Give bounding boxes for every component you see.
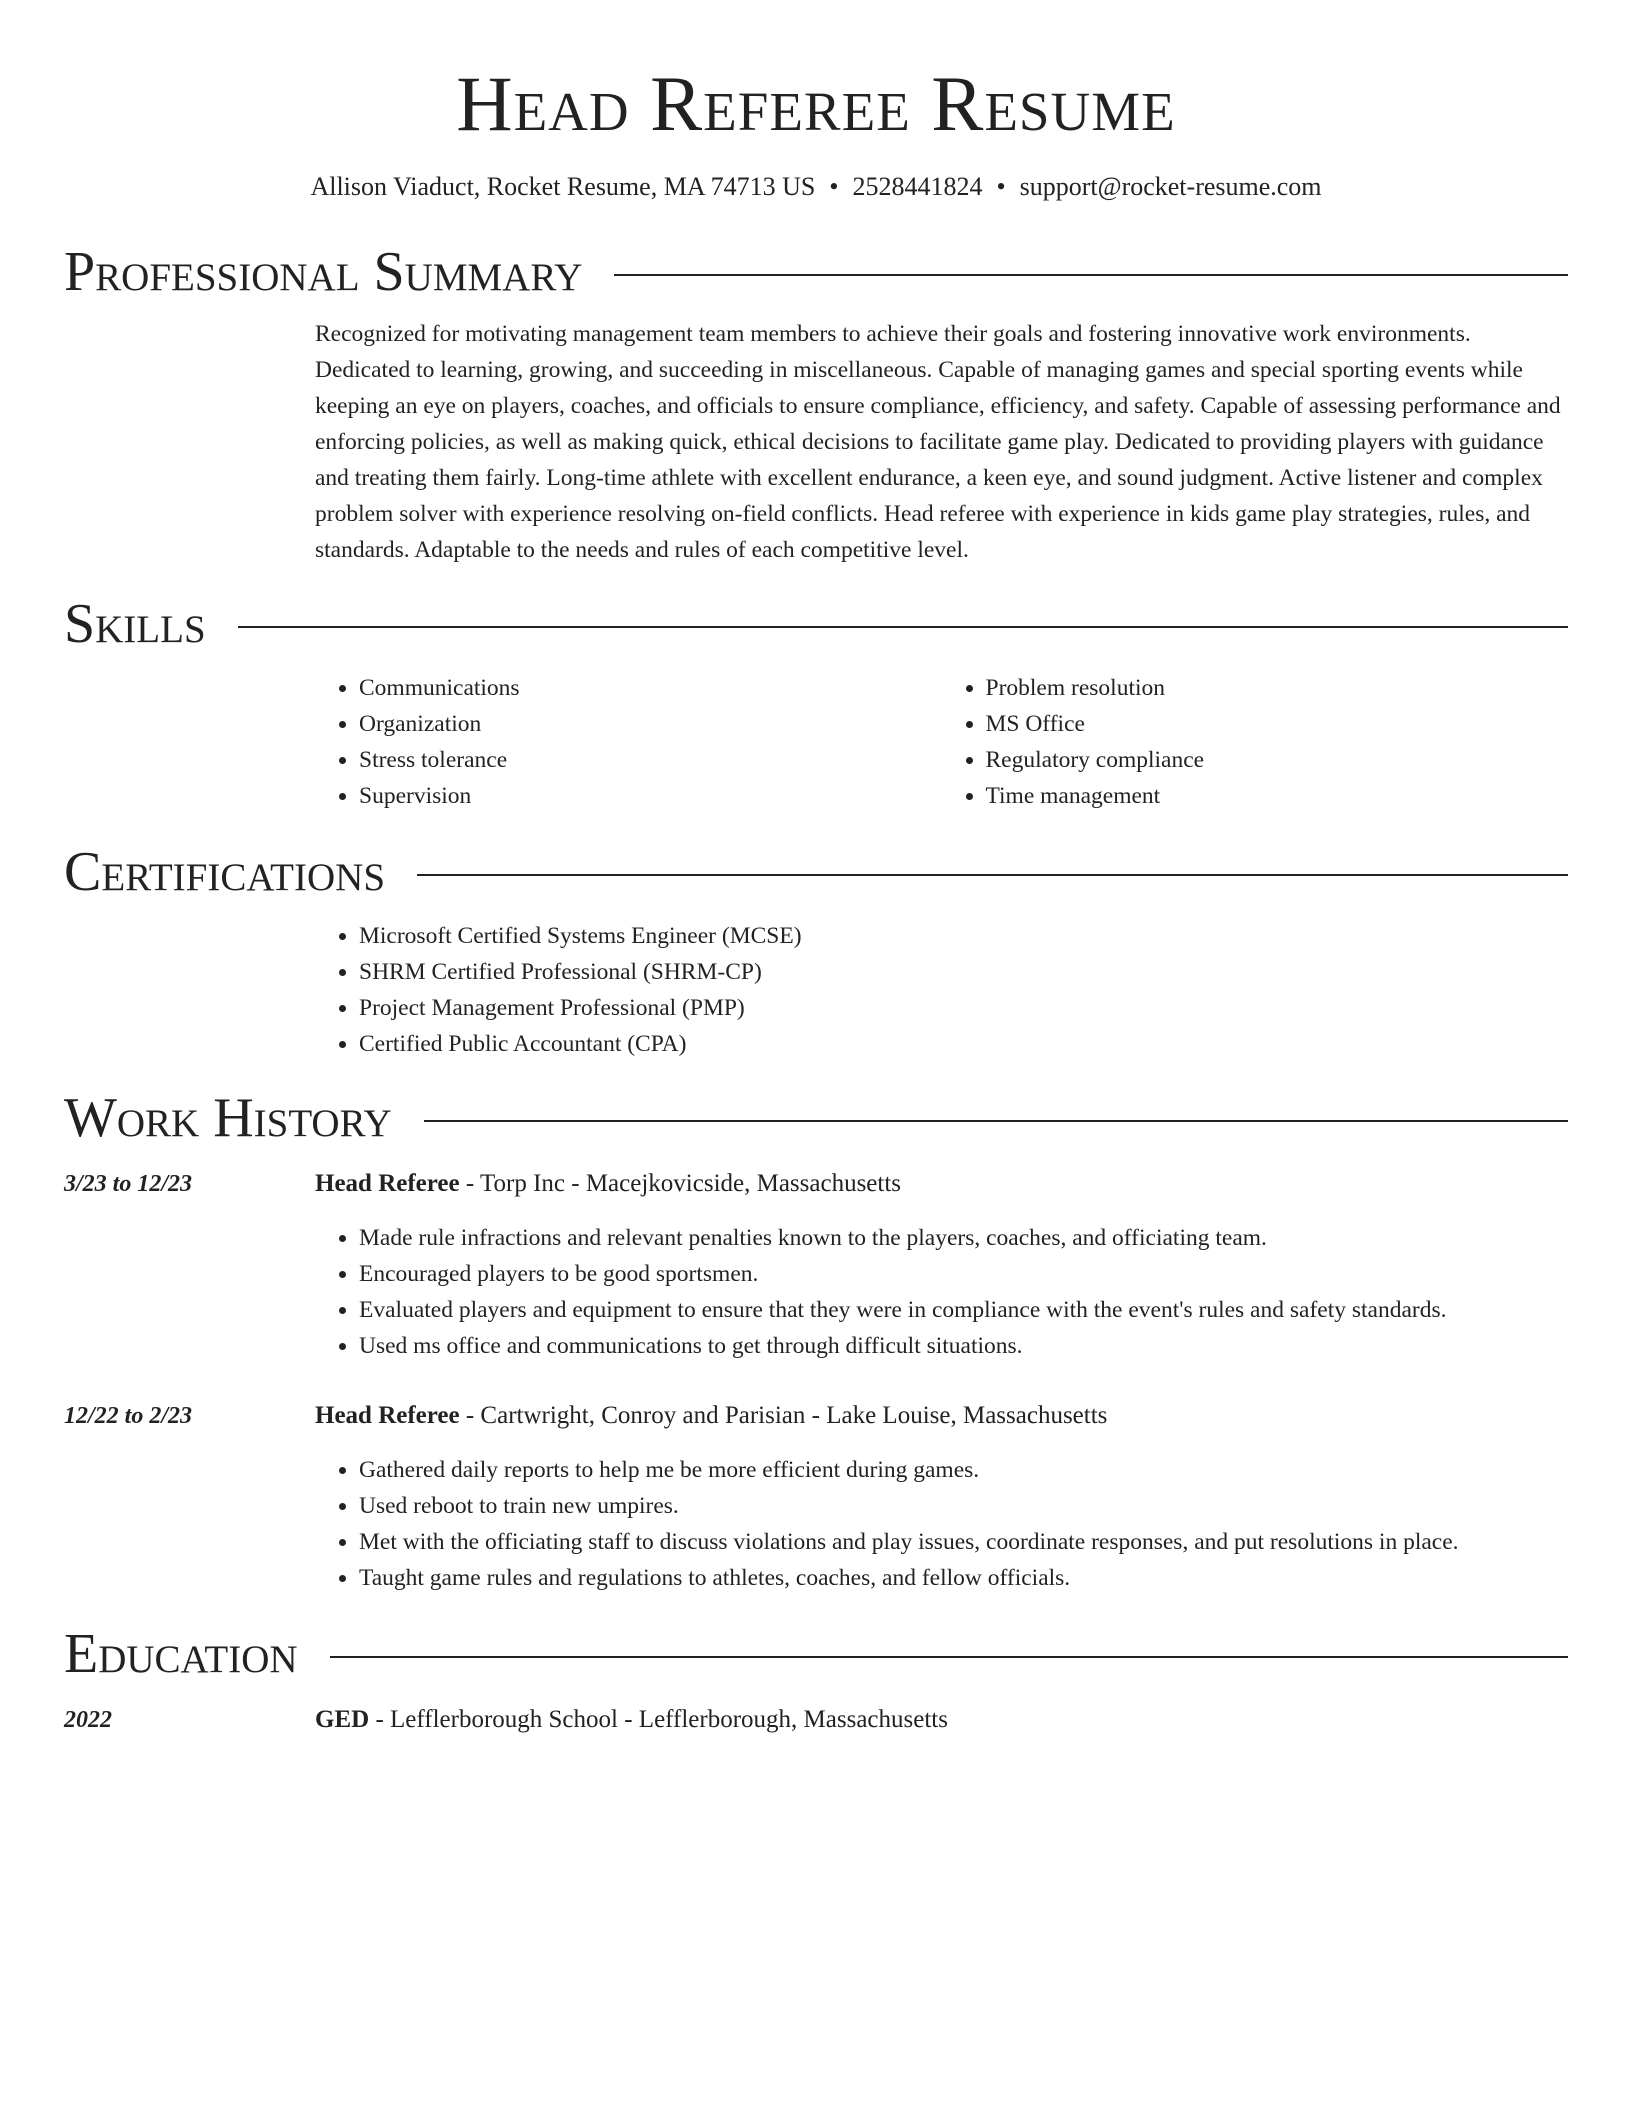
- contact-email: support@rocket-resume.com: [1019, 172, 1322, 201]
- skills-right-column: [942, 670, 1569, 814]
- skills-section: [64, 592, 1568, 814]
- contact-separator: •: [829, 172, 839, 201]
- education-section: [64, 1622, 1568, 1738]
- education-entry: [64, 1702, 1568, 1738]
- summary-heading: Professional Summary: [64, 241, 583, 303]
- skill-item: • Regulatory compliance: [986, 742, 1569, 778]
- job-header: [64, 1166, 1568, 1202]
- job-duties: [315, 1220, 1568, 1364]
- education-year: 2022: [64, 1707, 112, 1733]
- education-details: - Lefflerborough School - Lefflerborough, Massachusetts: [369, 1706, 948, 1733]
- job-details: - Cartwright, Conroy and Parisian - Lake Louise, Massachusetts: [459, 1402, 1108, 1429]
- job-bullet: • Gathered daily reports to help me be more efficient during games.: [359, 1452, 1568, 1488]
- summary-body: [315, 316, 1568, 568]
- job-bullets: [315, 1452, 1568, 1596]
- job-title-line: [315, 1398, 1107, 1434]
- skills-heading: Skills: [64, 593, 206, 655]
- job-role: Head Referee: [315, 1402, 460, 1429]
- certifications-body: [315, 918, 1568, 1062]
- job-bullets: [315, 1220, 1568, 1364]
- job-bullet: • Made rule infractions and relevant penalties known to the players, coaches, and officiating team.: [359, 1220, 1568, 1256]
- job-duties: [315, 1452, 1568, 1596]
- skills-list: [315, 670, 1568, 814]
- summary-header: [64, 240, 1568, 304]
- skill-item: • Organization: [359, 706, 942, 742]
- skill-item: • Problem resolution: [986, 670, 1569, 706]
- education-header: [64, 1622, 1568, 1686]
- section-divider: [417, 874, 1568, 876]
- job-bullet: • Encouraged players to be good sportsmen.: [359, 1256, 1568, 1292]
- job-entry: [64, 1398, 1568, 1596]
- section-divider: [614, 274, 1568, 276]
- job-title-line: [315, 1166, 901, 1202]
- job-bullet: • Used ms office and communications to get through difficult situations.: [359, 1328, 1568, 1364]
- certification-item: • Project Management Professional (PMP): [359, 990, 1568, 1026]
- job-bullet: • Evaluated players and equipment to ensure that they were in compliance with the event's rules and safety standards.: [359, 1292, 1568, 1328]
- job-bullet: • Taught game rules and regulations to athletes, coaches, and fellow officials.: [359, 1560, 1568, 1596]
- contact-phone: 2528441824: [852, 172, 983, 201]
- certifications-heading: Certifications: [64, 841, 386, 903]
- certification-item: • SHRM Certified Professional (SHRM-CP): [359, 954, 1568, 990]
- education-degree: GED: [315, 1706, 370, 1733]
- section-divider: [330, 1656, 1568, 1658]
- certifications-list: [315, 918, 1568, 1062]
- job-dates: 12/22 to 2/23: [64, 1403, 193, 1429]
- resume-title: Head Referee Resume: [456, 60, 1176, 147]
- job-details: - Torp Inc - Macejkovicside, Massachusetts: [459, 1170, 902, 1197]
- job-bullet: • Used reboot to train new umpires.: [359, 1488, 1568, 1524]
- summary-text: Recognized for motivating management team members to achieve their goals and fostering innovative work environments. Dedicated to learning, growing, and succeeding in miscellaneous. Capable of managing games and special sporting events while keeping an eye on players, coaches, and officials to ensure compliance, efficiency, and safety. Capable of assessing performance and enforcing policies, as well as making quick, ethical decisions to facilitate game play. Dedicated to providing players with guidance and treating them fairly. Long-time athlete with excellent endurance, a keen eye, and sound judgment. Active listener and complex problem solver with experience resolving on-field conflicts. Head referee with experience in kids game play strategies, rules, and standards. Adaptable to the needs and rules of each competitive level.: [315, 321, 1561, 563]
- skill-item: • Supervision: [359, 778, 942, 814]
- education-line: [315, 1702, 948, 1738]
- contact-address: Allison Viaduct, Rocket Resume, MA 74713 US: [310, 172, 816, 201]
- skills-header: [64, 592, 1568, 656]
- certifications-section: [64, 840, 1568, 1062]
- skills-left-column: [315, 670, 942, 814]
- work-history-header: [64, 1086, 1568, 1150]
- job-header: [64, 1398, 1568, 1434]
- job-role: Head Referee: [315, 1170, 460, 1197]
- work-history-heading: Work History: [64, 1087, 392, 1149]
- skill-item: • Stress tolerance: [359, 742, 942, 778]
- education-heading: Education: [64, 1623, 298, 1685]
- contact-separator: •: [996, 172, 1006, 201]
- job-bullet: • Met with the officiating staff to discuss violations and play issues, coordinate responses, and put resolutions in place.: [359, 1524, 1568, 1560]
- section-divider: [238, 626, 1568, 628]
- job-entry: [64, 1166, 1568, 1364]
- contact-line: [64, 170, 1568, 204]
- job-dates: 3/23 to 12/23: [64, 1171, 193, 1197]
- certification-item: • Certified Public Accountant (CPA): [359, 1026, 1568, 1062]
- skill-item: • Communications: [359, 670, 942, 706]
- skill-item: • MS Office: [986, 706, 1569, 742]
- skill-item: • Time management: [986, 778, 1569, 814]
- certifications-header: [64, 840, 1568, 904]
- summary-section: [64, 240, 1568, 568]
- certification-item: • Microsoft Certified Systems Engineer (MCSE): [359, 918, 1568, 954]
- section-divider: [424, 1120, 1568, 1122]
- resume-page: [64, 0, 1568, 1738]
- work-history-section: [64, 1086, 1568, 1596]
